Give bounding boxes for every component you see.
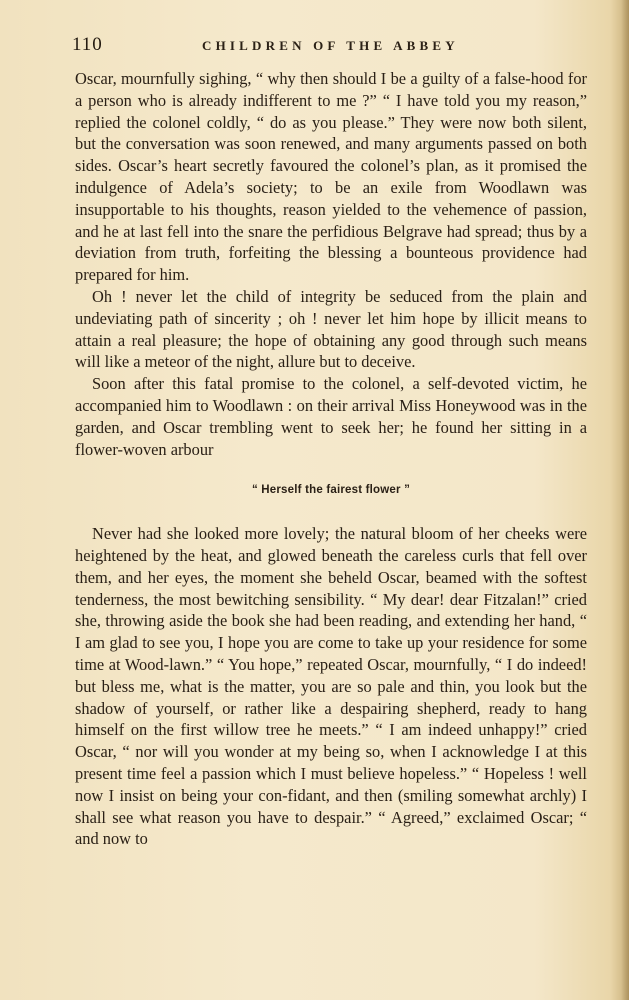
paragraph-4: Never had she looked more lovely; the natural bloom of her cheeks were heightened by the heat, and glowed beneath the careless curls that fell over them, and her eyes, the moment she beheld Oscar, beamed with the softest tenderness, the most bewitching sensibility. “ My dear! dear Fitzalan!” cried she, throwing aside the book she had been reading, and extending her hand, “ I am glad to see you, I hope you are come to take up your residence for some time at Wood-lawn.” “ You hope,” repeated Oscar, mournfully, “ I do indeed! but bless me, what is the matter, you are so pale and thin, you look but the shadow of yourself, or rather like a despairing shepherd, ready to hang himself on the first willow tree he meets.” “ I am indeed unhappy!” cried Oscar, “ nor will you wonder at my being so, when I acknowledge I at this present time feel a passion which I must believe hopeless.” “ Hopeless ! well now I insist on being your con-fidant, and then (smiling somewhat archly) I shall see what reason you have to despair.” “ Agreed,” exclaimed Oscar; “ and now to [75,524,587,849]
body-text [75,68,587,850]
page-edge-shadow [621,0,629,1000]
running-head: CHILDREN OF THE ABBEY [202,38,459,53]
page-header [72,34,592,58]
paragraph-3: Soon after this fatal promise to the colonel, a self-devoted victim, he accompanied him to Woodlawn : on their arrival Miss Honeywood was in the garden, and Oscar trembling went to seek her; he found her sitting in a flower-woven arbour [75,374,587,459]
page-number: 110 [72,34,103,55]
epigraph: “ Herself the fairest flower ” [251,484,411,497]
paragraph-1: Oscar, mournfully sighing, “ why then should I be a guilty of a false-hood for a person who is already indifferent to me ?” “ I have told you my reason,” replied the colonel coldly, “ do as you please.” They were now both silent, but the conversation was soon renewed, and many arguments passed on both sides. Oscar’s heart secretly favoured the colonel’s plan, as it promised the indulgence of Adela’s society; to be an exile from Woodlawn was insupportable to his thoughts, reason yielded to the vehemence of passion, and he at last fell into the snare the perfidious Belgrave had spread; thus by a deviation from truth, forfeiting the blessing a bounteous providence had prepared for him. [75,69,587,285]
paragraph-2: Oh ! never let the child of integrity be seduced from the plain and undeviating path of sincerity ; oh ! never let him hope by illicit means to attain a real pleasure; the hope of obtaining any good through such means will like a meteor of the night, allure but to deceive. [75,286,587,372]
